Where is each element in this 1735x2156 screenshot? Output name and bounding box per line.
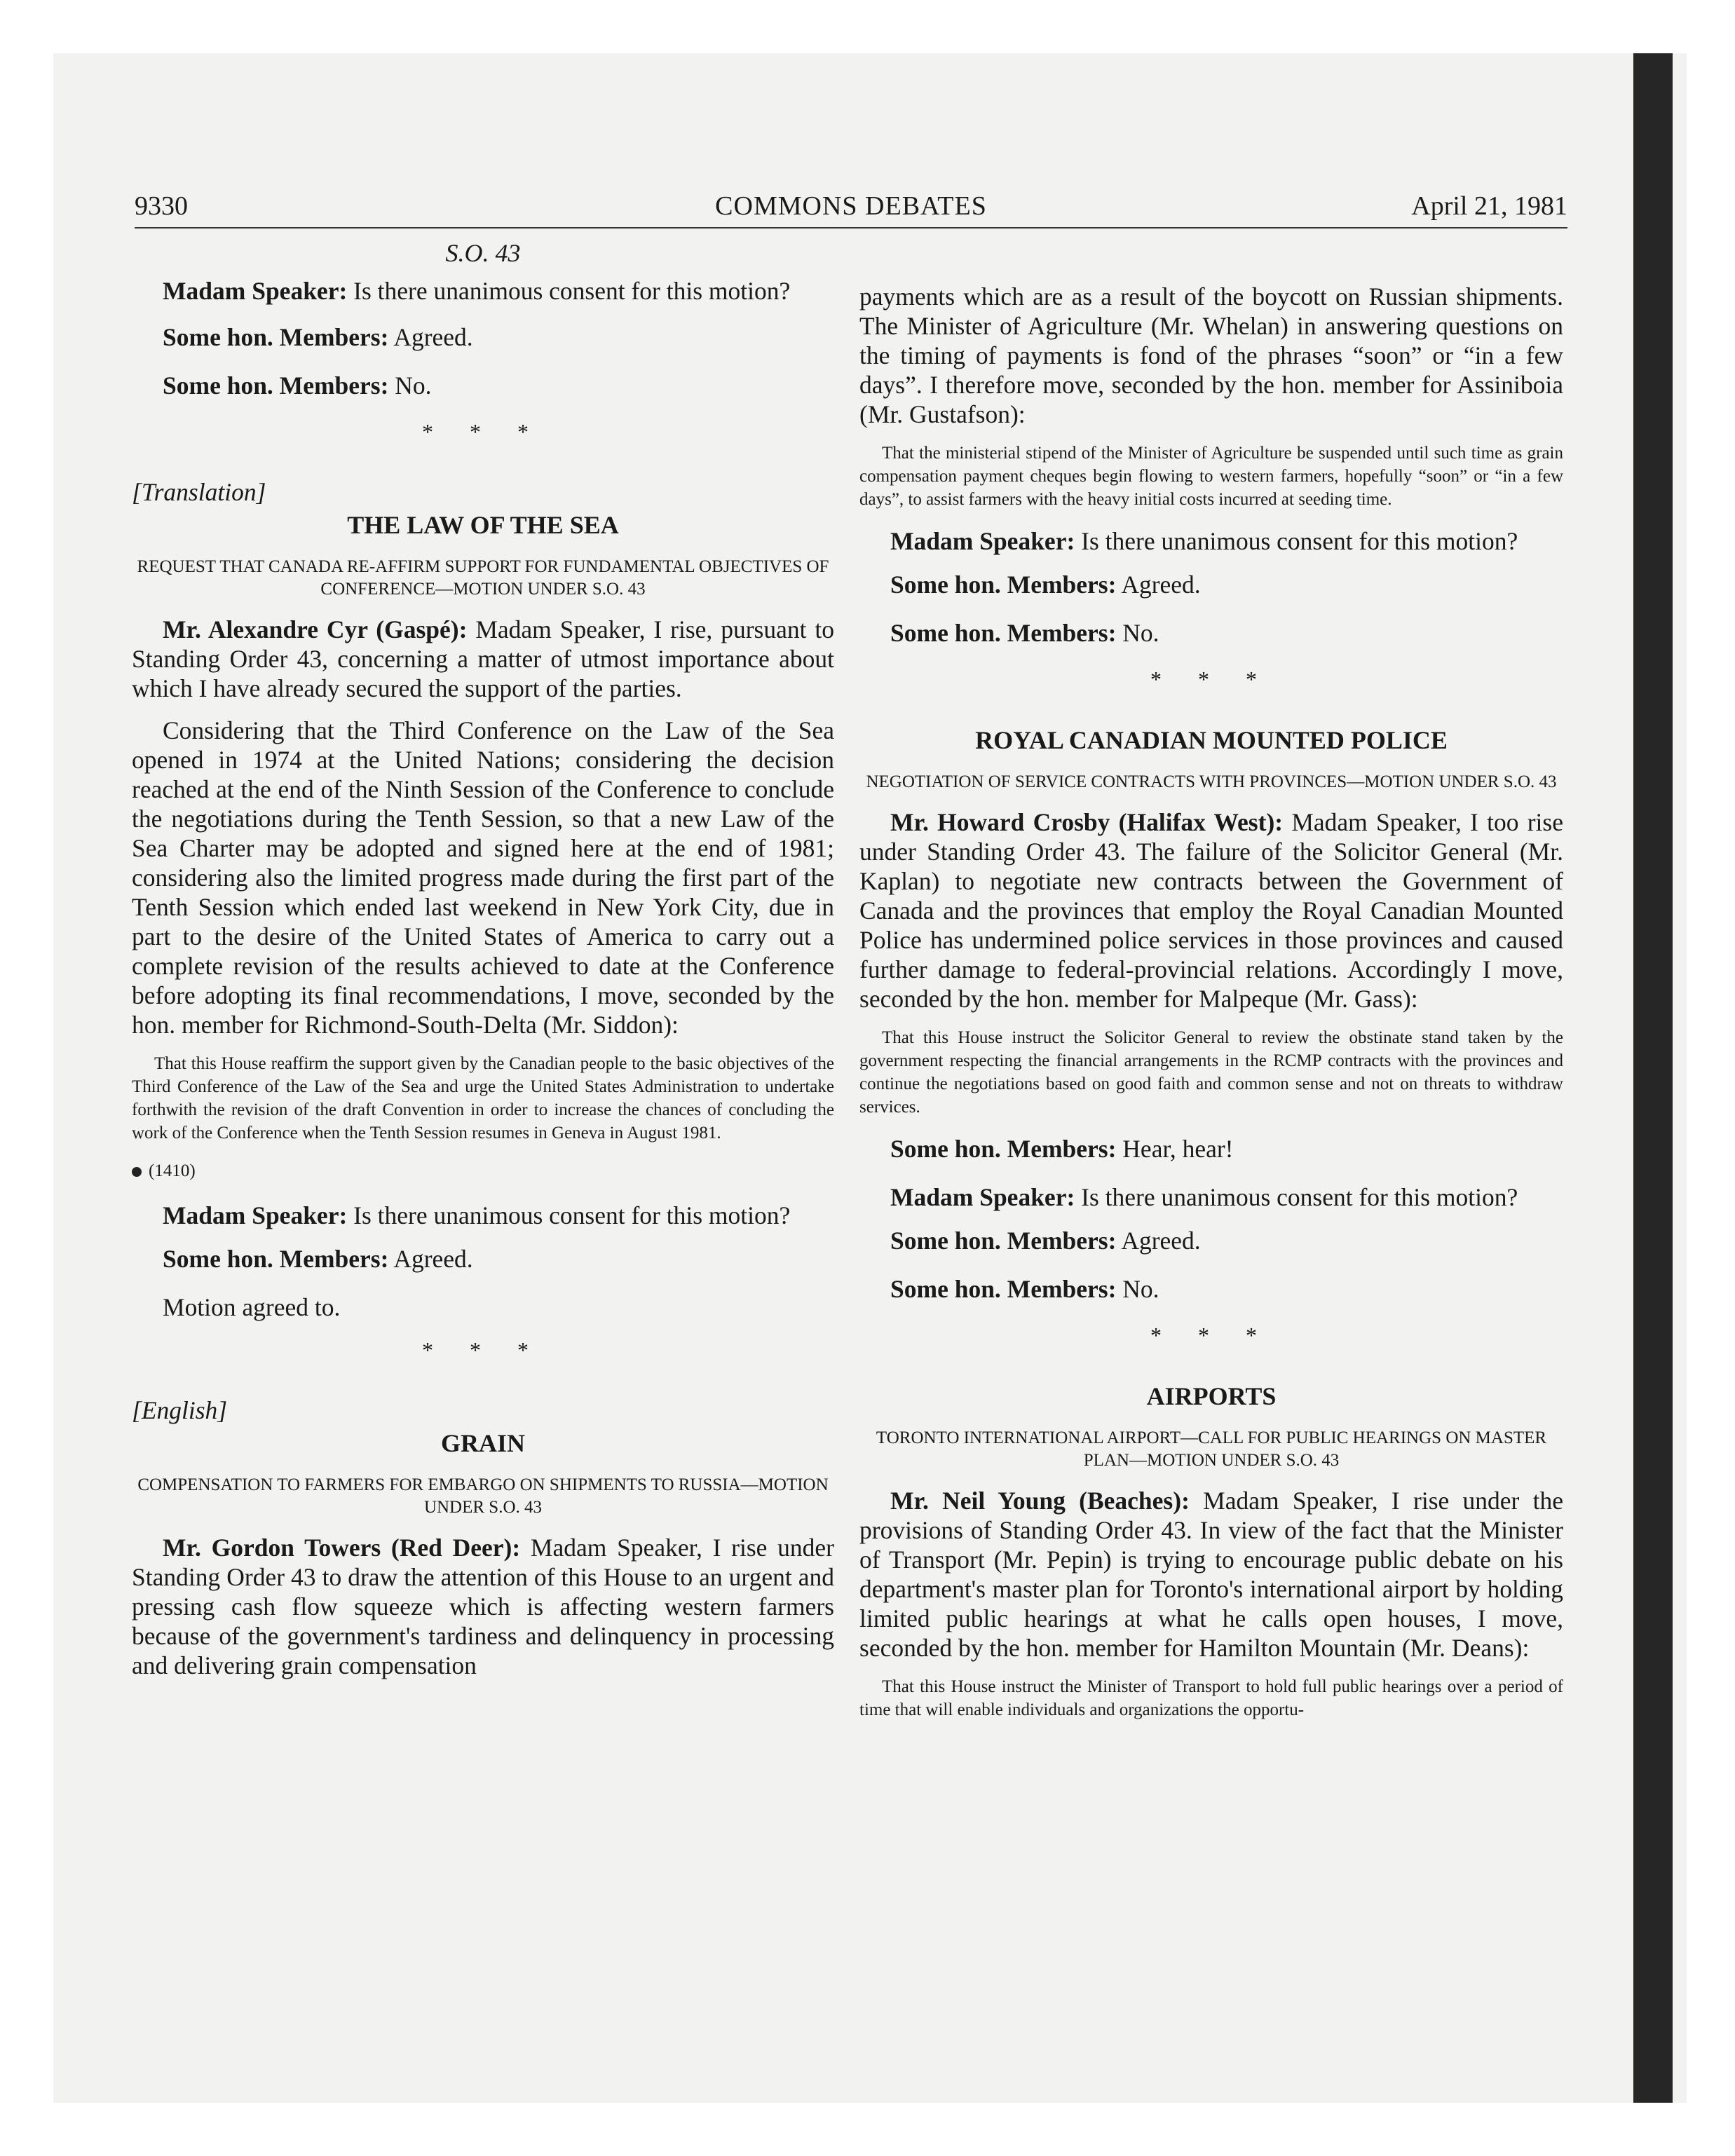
speech-towers: [132, 1533, 834, 1680]
speech-consent-1: [132, 276, 834, 306]
translation-marker: [Translation]: [132, 478, 266, 506]
left-column: [132, 238, 834, 1693]
speech-text: Agreed.: [388, 1245, 473, 1273]
speech-text: Agreed.: [1116, 1227, 1201, 1255]
motion-text-law-of-sea: That this House reaffirm the support given by the Canadian people to the basic objectives of the Third Conference of the Law of the Sea and urge the United States Administration to undertake forthwith the revision of the draft Convention in order to increase the chances of concluding the work of the Conference when the Tenth Session resumes in Geneva in August 1981.: [132, 1054, 834, 1142]
motion-text-airports: That this House instruct the Minister of Transport to hold full public hearings over a period of time that will enable individuals and organizations the opportu-: [859, 1677, 1563, 1719]
speaker-name: Some hon. Members:: [890, 619, 1117, 647]
speaker-name: Madam Speaker:: [163, 1201, 348, 1229]
speaker-name: Madam Speaker:: [890, 1183, 1075, 1211]
section-title-grain: GRAIN: [440, 1429, 525, 1457]
publication-title: COMMONS DEBATES: [715, 191, 987, 221]
speaker-name: Mr. Alexandre Cyr (Gaspé):: [163, 615, 468, 643]
speaker-name: Madam Speaker:: [890, 527, 1075, 555]
section-subtitle-law-of-sea: REQUEST THAT CANADA RE-AFFIRM SUPPORT FOR FUNDAMENTAL OBJECTIVES OF CONFERENCE—MOTION UNDER S.O. 43: [137, 557, 829, 599]
speaker-name: Some hon. Members:: [163, 323, 389, 351]
speech-text: Agreed.: [1116, 571, 1201, 599]
speech-text: Is there unanimous consent for this motion?: [347, 277, 791, 305]
speech-text: Madam Speaker, I rise under the provisions of Standing Order 43. In view of the fact that the Minister of Transport (Mr. Pepin) is trying to encourage public debate on his department's master plan for Toronto's international airport by holding limited public hearings at what he calls open houses, I move, seconded by the hon. member for Hamilton Mountain (Mr. Deans):: [859, 1487, 1563, 1662]
speech-text: Is there unanimous consent for this motion?: [347, 1201, 791, 1229]
speech-agreed-3: [859, 570, 1563, 599]
speech-text: Agreed.: [388, 323, 473, 351]
speech-towers-continued: payments which are as a result of the boycott on Russian shipments. The Minister of Agriculture (Mr. Whelan) in answering questions on the timing of payments is fond of the phrases “soon” or “in a few days”. I therefore move, seconded by the hon. member for Assiniboia (Mr. Gustafson):: [859, 282, 1563, 428]
speaker-name: Some hon. Members:: [890, 1275, 1117, 1303]
speech-text: Madam Speaker, I too rise under Standing Order 43. The failure of the Solicitor General (Mr. Kaplan) to negotiate new contracts between the Government of Canada and the provinces that employ the Royal Canadian Mounted Police has undermined police services in those provinces and caused further damage to federal-provincial relations. Accordingly I move, seconded by the hon. member for Malpeque (Mr. Gass):: [859, 808, 1563, 1013]
section-divider: * * *: [1150, 1323, 1272, 1348]
bullet-dot-icon: [132, 1167, 142, 1177]
speaker-name: Madam Speaker:: [163, 277, 348, 305]
so-heading: S.O. 43: [445, 239, 521, 267]
time-value: (1410): [149, 1161, 196, 1180]
speech-text: Is there unanimous consent for this motion?: [1075, 527, 1518, 555]
speech-text: Madam Speaker, I rise, pursuant to Standing Order 43, concerning a matter of utmost importance about which I have already secured the support of the parties.: [132, 615, 834, 702]
speaker-name: Some hon. Members:: [890, 1227, 1117, 1255]
speaker-name: Some hon. Members:: [163, 1245, 389, 1273]
motion-agreed-note: Motion agreed to.: [163, 1293, 341, 1321]
section-subtitle-rcmp: NEGOTIATION OF SERVICE CONTRACTS WITH PROVINCES—MOTION UNDER S.O. 43: [866, 772, 1557, 791]
right-column: [859, 282, 1563, 1737]
speech-hear-hear: [859, 1134, 1563, 1164]
speech-agreed-1: [132, 322, 834, 352]
speech-young: [859, 1486, 1563, 1663]
page-date: April 21, 1981: [1411, 191, 1567, 221]
speech-consent-2: [132, 1201, 834, 1230]
section-divider: * * *: [1150, 667, 1272, 692]
speech-text: Hear, hear!: [1116, 1135, 1234, 1163]
page-header: [135, 191, 1567, 228]
speech-text: No.: [1116, 619, 1159, 647]
section-divider: * * *: [422, 1337, 544, 1363]
section-title-law-of-sea: THE LAW OF THE SEA: [347, 511, 619, 539]
speaker-name: Mr. Neil Young (Beaches):: [890, 1487, 1190, 1515]
speaker-name: Mr. Gordon Towers (Red Deer):: [163, 1534, 521, 1562]
speech-cyr: [132, 615, 834, 703]
speech-no-3: [859, 618, 1563, 648]
section-title-rcmp: ROYAL CANADIAN MOUNTED POLICE: [975, 726, 1448, 754]
section-title-airports: AIRPORTS: [1146, 1382, 1277, 1410]
speech-text: No.: [1116, 1275, 1159, 1303]
speech-consent-3: [859, 526, 1563, 556]
speech-no-1: [132, 371, 834, 400]
speaker-name: Some hon. Members:: [890, 1135, 1117, 1163]
scan-edge: [1633, 53, 1673, 2103]
speech-text: Madam Speaker, I rise under Standing Order 43 to draw the attention of this House to an urgent and pressing cash flow squeeze which is affecting western farmers because of the government's tardiness and delinquency in processing and delivering grain compensation: [132, 1534, 834, 1679]
speech-no-4: [859, 1274, 1563, 1304]
speech-text: No.: [388, 371, 432, 400]
motion-text-grain: That the ministerial stipend of the Minister of Agriculture be suspended until such time as grain compensation payment cheques begin flowing to western farmers, hopefully “soon” or “in a few days”, to assist farmers with the heavy initial costs incurred at seeding time.: [859, 444, 1563, 509]
speech-consent-4: [859, 1182, 1563, 1212]
time-stamp: [132, 1160, 834, 1182]
paragraph-considering: Considering that the Third Conference on the Law of the Sea opened in 1974 at the United Nations; considering the decision reached at the end of the Ninth Session of the Conference to conclude the negotiations during the Tenth Session, so that a new Law of the Sea Charter may be adopted and signed here at the end of 1981; considering also the limited progress made during the first part of the Tenth Session which ended last weekend in New York City, due in part to the desire of the United States of America to carry out a complete revision of the results achieved to date at the Conference before adopting its final recommendations, I move, seconded by the hon. member for Richmond-South-Delta (Mr. Siddon):: [132, 716, 834, 1039]
speech-agreed-2: [132, 1244, 834, 1274]
section-subtitle-grain: COMPENSATION TO FARMERS FOR EMBARGO ON SHIPMENTS TO RUSSIA—MOTION UNDER S.O. 43: [137, 1475, 829, 1517]
speech-text: Is there unanimous consent for this motion?: [1075, 1183, 1518, 1211]
speech-crosby: [859, 807, 1563, 1014]
speech-agreed-4: [859, 1226, 1563, 1255]
page-number: 9330: [135, 191, 188, 221]
section-subtitle-airports: TORONTO INTERNATIONAL AIRPORT—CALL FOR PUBLIC HEARINGS ON MASTER PLAN—MOTION UNDER S.O. 43: [876, 1428, 1547, 1470]
speaker-name: Mr. Howard Crosby (Halifax West):: [890, 808, 1284, 836]
speaker-name: Some hon. Members:: [163, 371, 389, 400]
english-marker: [English]: [132, 1396, 228, 1424]
motion-text-rcmp: That this House instruct the Solicitor General to review the obstinate stand taken by the government respecting the financial arrangements in the RCMP contracts with the provinces and continue the negotiations based on good faith and common sense and not on threats to withdraw services.: [859, 1028, 1563, 1117]
speaker-name: Some hon. Members:: [890, 571, 1117, 599]
section-divider: * * *: [422, 419, 544, 444]
